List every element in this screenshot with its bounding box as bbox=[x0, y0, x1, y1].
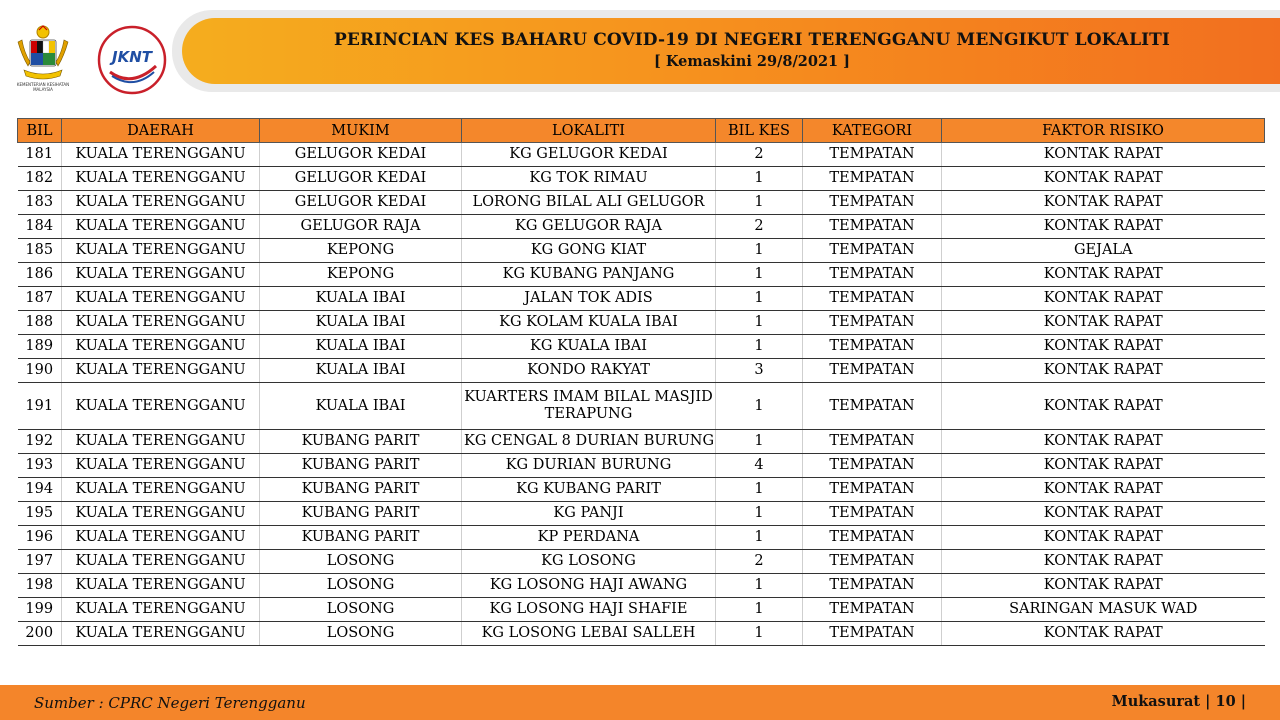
cell-faktor-risiko: KONTAK RAPAT bbox=[942, 359, 1265, 383]
cell-bil: 188 bbox=[18, 311, 62, 335]
cell-bil: 190 bbox=[18, 359, 62, 383]
cell-daerah: KUALA TERENGGANU bbox=[62, 550, 260, 574]
cell-bil: 191 bbox=[18, 383, 62, 430]
cell-bil: 185 bbox=[18, 239, 62, 263]
cell-kategori: TEMPATAN bbox=[803, 335, 942, 359]
cell-daerah: KUALA TERENGGANU bbox=[62, 430, 260, 454]
cell-faktor-risiko: KONTAK RAPAT bbox=[942, 502, 1265, 526]
cell-lokaliti: KG LOSONG bbox=[462, 550, 716, 574]
cell-mukim: KEPONG bbox=[260, 239, 462, 263]
cell-faktor-risiko: KONTAK RAPAT bbox=[942, 311, 1265, 335]
cell-kategori: TEMPATAN bbox=[803, 143, 942, 167]
cell-faktor-risiko: KONTAK RAPAT bbox=[942, 622, 1265, 646]
cell-daerah: KUALA TERENGGANU bbox=[62, 215, 260, 239]
cell-mukim: KUALA IBAI bbox=[260, 359, 462, 383]
cell-kategori: TEMPATAN bbox=[803, 430, 942, 454]
cell-kategori: TEMPATAN bbox=[803, 287, 942, 311]
cell-lokaliti: JALAN TOK ADIS bbox=[462, 287, 716, 311]
cell-bil-kes: 1 bbox=[716, 383, 803, 430]
cell-daerah: KUALA TERENGGANU bbox=[62, 622, 260, 646]
cell-mukim: KUBANG PARIT bbox=[260, 526, 462, 550]
cell-kategori: TEMPATAN bbox=[803, 359, 942, 383]
table-row bbox=[18, 622, 1265, 646]
cell-lokaliti: LORONG BILAL ALI GELUGOR bbox=[462, 191, 716, 215]
cell-bil-kes: 1 bbox=[716, 430, 803, 454]
cell-faktor-risiko: KONTAK RAPAT bbox=[942, 335, 1265, 359]
cell-lokaliti: KG KUBANG PANJANG bbox=[462, 263, 716, 287]
cell-kategori: TEMPATAN bbox=[803, 550, 942, 574]
cell-bil: 198 bbox=[18, 574, 62, 598]
cell-bil: 200 bbox=[18, 622, 62, 646]
cell-bil-kes: 1 bbox=[716, 335, 803, 359]
cell-faktor-risiko: KONTAK RAPAT bbox=[942, 478, 1265, 502]
cell-daerah: KUALA TERENGGANU bbox=[62, 574, 260, 598]
cell-mukim: LOSONG bbox=[260, 550, 462, 574]
cell-lokaliti: KG GELUGOR RAJA bbox=[462, 215, 716, 239]
cell-daerah: KUALA TERENGGANU bbox=[62, 263, 260, 287]
crest-caption: KEMENTERIAN KESIHATAN MALAYSIA bbox=[16, 82, 70, 92]
cell-kategori: TEMPATAN bbox=[803, 574, 942, 598]
cell-kategori: TEMPATAN bbox=[803, 502, 942, 526]
cell-daerah: KUALA TERENGGANU bbox=[62, 526, 260, 550]
table-row bbox=[18, 311, 1265, 335]
cell-bil-kes: 1 bbox=[716, 239, 803, 263]
table-row bbox=[18, 215, 1265, 239]
source-note: Sumber : CPRC Negeri Terengganu bbox=[34, 694, 306, 712]
cell-bil-kes: 1 bbox=[716, 167, 803, 191]
cell-lokaliti: KG KUALA IBAI bbox=[462, 335, 716, 359]
cell-kategori: TEMPATAN bbox=[803, 383, 942, 430]
cell-kategori: TEMPATAN bbox=[803, 167, 942, 191]
cell-kategori: TEMPATAN bbox=[803, 478, 942, 502]
cell-faktor-risiko: KONTAK RAPAT bbox=[942, 526, 1265, 550]
table-row bbox=[18, 263, 1265, 287]
cell-daerah: KUALA TERENGGANU bbox=[62, 167, 260, 191]
table-row bbox=[18, 287, 1265, 311]
cell-bil-kes: 1 bbox=[716, 191, 803, 215]
cell-mukim: KEPONG bbox=[260, 263, 462, 287]
cell-kategori: TEMPATAN bbox=[803, 622, 942, 646]
cell-bil: 192 bbox=[18, 430, 62, 454]
cell-bil-kes: 2 bbox=[716, 143, 803, 167]
jknt-logo-text: JKNT bbox=[112, 48, 152, 66]
table-row bbox=[18, 454, 1265, 478]
cell-faktor-risiko: GEJALA bbox=[942, 239, 1265, 263]
cell-faktor-risiko: KONTAK RAPAT bbox=[942, 263, 1265, 287]
cell-mukim: GELUGOR RAJA bbox=[260, 215, 462, 239]
table-row bbox=[18, 239, 1265, 263]
cell-bil: 184 bbox=[18, 215, 62, 239]
cell-mukim: KUBANG PARIT bbox=[260, 478, 462, 502]
cell-daerah: KUALA TERENGGANU bbox=[62, 598, 260, 622]
table-row bbox=[18, 191, 1265, 215]
banner-orange-band bbox=[182, 18, 1280, 84]
table-row bbox=[18, 502, 1265, 526]
cell-mukim: LOSONG bbox=[260, 622, 462, 646]
cell-mukim: KUBANG PARIT bbox=[260, 454, 462, 478]
cell-bil-kes: 1 bbox=[716, 526, 803, 550]
cases-table bbox=[17, 118, 1265, 646]
cell-lokaliti: KG CENGAL 8 DURIAN BURUNG bbox=[462, 430, 716, 454]
cell-mukim: KUALA IBAI bbox=[260, 311, 462, 335]
table-row bbox=[18, 335, 1265, 359]
page-number: Mukasurat | 10 | bbox=[1111, 693, 1246, 710]
cell-bil-kes: 1 bbox=[716, 263, 803, 287]
header-banner bbox=[172, 10, 1280, 92]
cell-mukim: GELUGOR KEDAI bbox=[260, 167, 462, 191]
table-row bbox=[18, 383, 1265, 430]
cell-lokaliti: KG LOSONG HAJI SHAFIE bbox=[462, 598, 716, 622]
cell-kategori: TEMPATAN bbox=[803, 311, 942, 335]
cell-mukim: KUALA IBAI bbox=[260, 383, 462, 430]
cell-daerah: KUALA TERENGGANU bbox=[62, 191, 260, 215]
table-row bbox=[18, 430, 1265, 454]
column-header-bil-kes: BIL KES bbox=[716, 119, 803, 143]
cell-bil-kes: 3 bbox=[716, 359, 803, 383]
table-row bbox=[18, 143, 1265, 167]
column-header-faktor-risiko: FAKTOR RISIKO bbox=[942, 119, 1265, 143]
cell-faktor-risiko: KONTAK RAPAT bbox=[942, 191, 1265, 215]
cell-mukim: KUALA IBAI bbox=[260, 287, 462, 311]
table-body bbox=[18, 143, 1265, 646]
cell-daerah: KUALA TERENGGANU bbox=[62, 239, 260, 263]
cell-bil-kes: 1 bbox=[716, 622, 803, 646]
cell-kategori: TEMPATAN bbox=[803, 191, 942, 215]
cell-daerah: KUALA TERENGGANU bbox=[62, 502, 260, 526]
cell-kategori: TEMPATAN bbox=[803, 598, 942, 622]
cell-bil-kes: 2 bbox=[716, 215, 803, 239]
cell-bil-kes: 1 bbox=[716, 598, 803, 622]
table-row bbox=[18, 359, 1265, 383]
cell-faktor-risiko: KONTAK RAPAT bbox=[942, 143, 1265, 167]
cell-mukim: GELUGOR KEDAI bbox=[260, 191, 462, 215]
cell-faktor-risiko: KONTAK RAPAT bbox=[942, 215, 1265, 239]
cell-mukim: LOSONG bbox=[260, 598, 462, 622]
cell-daerah: KUALA TERENGGANU bbox=[62, 287, 260, 311]
cell-mukim: KUBANG PARIT bbox=[260, 430, 462, 454]
table-row bbox=[18, 598, 1265, 622]
cell-mukim: KUALA IBAI bbox=[260, 335, 462, 359]
cell-lokaliti: KUARTERS IMAM BILAL MASJID TERAPUNG bbox=[462, 383, 716, 430]
cell-lokaliti: KONDO RAKYAT bbox=[462, 359, 716, 383]
cell-kategori: TEMPATAN bbox=[803, 263, 942, 287]
cell-bil: 196 bbox=[18, 526, 62, 550]
cell-lokaliti: KG KUBANG PARIT bbox=[462, 478, 716, 502]
table-row bbox=[18, 550, 1265, 574]
table-header-row bbox=[18, 119, 1265, 143]
cell-bil: 187 bbox=[18, 287, 62, 311]
cell-bil-kes: 1 bbox=[716, 287, 803, 311]
cell-bil-kes: 4 bbox=[716, 454, 803, 478]
cell-faktor-risiko: KONTAK RAPAT bbox=[942, 383, 1265, 430]
column-header-daerah: DAERAH bbox=[62, 119, 260, 143]
cell-bil: 195 bbox=[18, 502, 62, 526]
cell-daerah: KUALA TERENGGANU bbox=[62, 311, 260, 335]
logo-group bbox=[12, 20, 162, 92]
cell-lokaliti: KP PERDANA bbox=[462, 526, 716, 550]
column-header-bil: BIL bbox=[18, 119, 62, 143]
cell-daerah: KUALA TERENGGANU bbox=[62, 454, 260, 478]
cell-faktor-risiko: KONTAK RAPAT bbox=[942, 430, 1265, 454]
cell-faktor-risiko: KONTAK RAPAT bbox=[942, 454, 1265, 478]
page-title: PERINCIAN KES BAHARU COVID-19 DI NEGERI TERENGGANU MENGIKUT LOKALITI bbox=[334, 30, 1170, 50]
cell-bil-kes: 1 bbox=[716, 311, 803, 335]
cell-kategori: TEMPATAN bbox=[803, 526, 942, 550]
column-header-mukim: MUKIM bbox=[260, 119, 462, 143]
cell-daerah: KUALA TERENGGANU bbox=[62, 359, 260, 383]
table-row bbox=[18, 526, 1265, 550]
cell-faktor-risiko: KONTAK RAPAT bbox=[942, 550, 1265, 574]
cell-daerah: KUALA TERENGGANU bbox=[62, 478, 260, 502]
cell-mukim: GELUGOR KEDAI bbox=[260, 143, 462, 167]
cell-mukim: LOSONG bbox=[260, 574, 462, 598]
cell-bil: 189 bbox=[18, 335, 62, 359]
cell-bil-kes: 1 bbox=[716, 478, 803, 502]
cell-lokaliti: KG GELUGOR KEDAI bbox=[462, 143, 716, 167]
cell-bil: 182 bbox=[18, 167, 62, 191]
cell-faktor-risiko: KONTAK RAPAT bbox=[942, 574, 1265, 598]
cell-lokaliti: KG KOLAM KUALA IBAI bbox=[462, 311, 716, 335]
cell-bil: 199 bbox=[18, 598, 62, 622]
cell-daerah: KUALA TERENGGANU bbox=[62, 143, 260, 167]
cell-bil: 186 bbox=[18, 263, 62, 287]
table-row bbox=[18, 478, 1265, 502]
cell-bil-kes: 2 bbox=[716, 550, 803, 574]
cell-bil-kes: 1 bbox=[716, 502, 803, 526]
cell-kategori: TEMPATAN bbox=[803, 239, 942, 263]
cell-lokaliti: KG GONG KIAT bbox=[462, 239, 716, 263]
column-header-lokaliti: LOKALITI bbox=[462, 119, 716, 143]
cell-mukim: KUBANG PARIT bbox=[260, 502, 462, 526]
page-subtitle: [ Kemaskini 29/8/2021 ] bbox=[653, 53, 851, 70]
jknt-logo-icon bbox=[96, 24, 168, 96]
cell-daerah: KUALA TERENGGANU bbox=[62, 335, 260, 359]
cell-lokaliti: KG TOK RIMAU bbox=[462, 167, 716, 191]
cell-daerah: KUALA TERENGGANU bbox=[62, 383, 260, 430]
cell-bil: 183 bbox=[18, 191, 62, 215]
column-header-kategori: KATEGORI bbox=[803, 119, 942, 143]
cell-bil: 194 bbox=[18, 478, 62, 502]
cell-lokaliti: KG DURIAN BURUNG bbox=[462, 454, 716, 478]
cell-lokaliti: KG LOSONG LEBAI SALLEH bbox=[462, 622, 716, 646]
cell-kategori: TEMPATAN bbox=[803, 215, 942, 239]
cell-bil: 197 bbox=[18, 550, 62, 574]
table-row bbox=[18, 574, 1265, 598]
cell-faktor-risiko: KONTAK RAPAT bbox=[942, 167, 1265, 191]
cell-lokaliti: KG LOSONG HAJI AWANG bbox=[462, 574, 716, 598]
footer-bar bbox=[0, 685, 1280, 720]
cell-faktor-risiko: SARINGAN MASUK WAD bbox=[942, 598, 1265, 622]
cell-faktor-risiko: KONTAK RAPAT bbox=[942, 287, 1265, 311]
cell-bil-kes: 1 bbox=[716, 574, 803, 598]
cell-kategori: TEMPATAN bbox=[803, 454, 942, 478]
cell-bil: 193 bbox=[18, 454, 62, 478]
cell-lokaliti: KG PANJI bbox=[462, 502, 716, 526]
cell-bil: 181 bbox=[18, 143, 62, 167]
table-row bbox=[18, 167, 1265, 191]
